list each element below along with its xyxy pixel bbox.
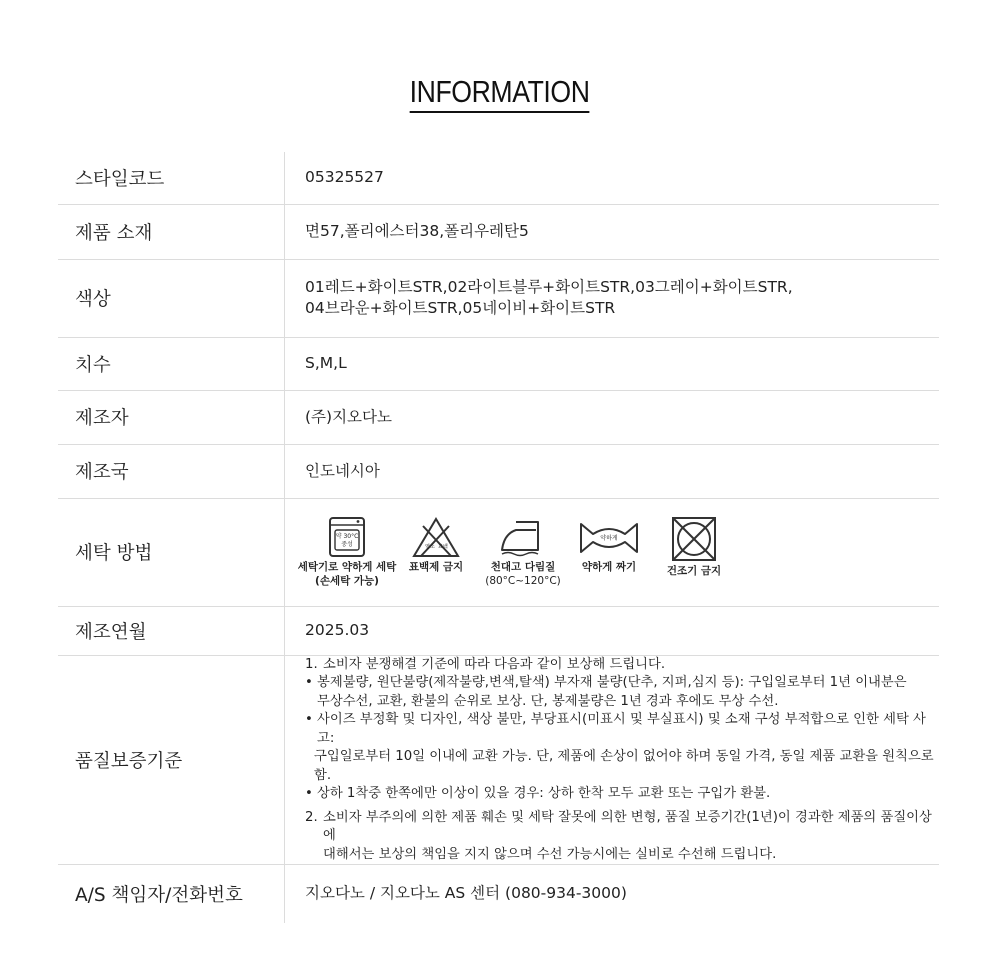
iron-icon	[498, 516, 548, 558]
wash-neutral-text: 중성	[341, 541, 353, 548]
quality-bullet-2-line-1: 사이즈 부정확 및 디자인, 색상 불만, 부당표시(미표시 및 부실표시) 및 소재 구성 부적합으로 인한 세탁 사고:	[317, 712, 926, 746]
quality-text	[305, 656, 939, 865]
bullet-symbol: •	[305, 712, 313, 727]
quality-item-1-num: 1.	[305, 656, 318, 672]
quality-item-2-line-1: 소비자 부주의에 의한 제품 훼손 및 세탁 잘못에 의한 변형, 품질 보증기간(1년)이 경과한 제품의 품질이상에	[323, 809, 932, 843]
quality-label: 품질보증기준	[58, 655, 285, 865]
quality-bullet-2-line-2: 구입일로부터 10일 이내에 교환 가능. 단, 제품에 손상이 없어야 하며 동일 가격, 동일 제품 교환을 원칙으로 함.	[314, 749, 934, 783]
quality-item-2-line-2: 대해서는 보상의 책임을 지지 않으며 수선 가능시에는 실비로 수선해 드립니다.	[323, 846, 777, 862]
table-row	[58, 606, 939, 655]
quality-bullet-1-line-2: 무상수선, 교환, 환불의 순위로 보상. 단, 봉제불량은 1년 경과 후에도 무상 수선.	[317, 693, 779, 709]
quality-bullet-3	[305, 785, 939, 804]
care-caption-dryer: 건조기 금지	[666, 565, 722, 577]
care-caption-bleach: 표백제 금지	[408, 561, 464, 573]
quality-item-2	[305, 809, 939, 865]
size-value: S,M,L	[285, 337, 940, 390]
information-title-wrap	[0, 74, 1000, 113]
table-row	[58, 498, 939, 606]
wash-temp-text: 약 30°C	[335, 533, 359, 540]
as-contact-label: A/S 책임자/전화번호	[58, 865, 285, 923]
quality-bullet-3-line-1: 상하 1착중 한쪽에만 이상이 있을 경우: 상하 한착 모두 교환 또는 구입가 환불.	[317, 786, 771, 801]
table-row	[58, 444, 939, 498]
care-item-wring	[569, 516, 649, 574]
care-item-iron	[477, 516, 569, 588]
table-row	[58, 204, 939, 259]
as-contact-value: 지오다노 / 지오다노 AS 센터 (080-934-3000)	[305, 884, 627, 903]
care-item-dryer	[649, 516, 739, 578]
quality-bullet-2	[305, 711, 939, 785]
care-caption-iron-1: 천대고 다림질	[490, 561, 556, 573]
bleach-text: 표백	[438, 544, 448, 550]
quality-value	[285, 655, 940, 865]
information-title: INFORMATION	[410, 74, 590, 113]
manufacturer-value: (주)지오다노	[285, 390, 940, 444]
country-label: 제조국	[58, 444, 285, 498]
table-row	[58, 865, 939, 923]
material-label: 제품 소재	[58, 204, 285, 259]
care-caption-wash-1: 세탁기로 약하게 세탁	[297, 561, 397, 573]
care-caption-iron-2: (80°C~120°C)	[485, 575, 561, 587]
color-value-line-2: 04브라운+화이트STR,05네이비+화이트STR	[305, 299, 616, 317]
color-value-line-1: 01레드+화이트STR,02라이트블루+화이트STR,03그레이+화이트STR,	[305, 278, 793, 296]
wring-gently-icon	[579, 516, 639, 558]
product-info-table	[58, 152, 939, 923]
size-label: 치수	[58, 337, 285, 390]
manufacture-date-value: 2025.03	[285, 606, 940, 655]
care-icons	[299, 516, 939, 588]
table-row	[58, 337, 939, 390]
table-row	[58, 655, 939, 865]
quality-bullet-1-line-1: 봉제불량, 원단불량(제작불량,변색,탈색) 부자재 불량(단추, 지퍼,심지 등): 구입일로부터 1년 이내분은	[317, 675, 907, 690]
no-bleach-icon	[411, 516, 461, 558]
quality-item-2-num: 2.	[305, 809, 318, 825]
style-code-label: 스타일코드	[58, 152, 285, 204]
style-code-value: 05325527	[285, 152, 940, 204]
table-row	[58, 390, 939, 444]
wring-gently-text: 약하게	[600, 535, 618, 542]
washing-machine-icon	[326, 516, 368, 558]
color-label: 색상	[58, 259, 285, 337]
quality-item-1-text: 소비자 분쟁해결 기준에 따라 다음과 같이 보상해 드립니다.	[323, 656, 666, 672]
quality-item-1	[305, 656, 939, 675]
care-label: 세탁 방법	[58, 498, 285, 606]
bleach-chlorine-text: 염소	[425, 544, 435, 550]
care-caption-wring: 약하게 짜기	[581, 561, 637, 573]
manufacture-date-label: 제조연월	[58, 606, 285, 655]
table-row	[58, 259, 939, 337]
manufacturer-label: 제조자	[58, 390, 285, 444]
country-value: 인도네시아	[285, 444, 940, 498]
care-item-wash	[299, 516, 395, 588]
care-caption-wash-2: (손세탁 가능)	[315, 575, 379, 587]
quality-bullet-1	[305, 674, 939, 711]
material-value: 면57,폴리에스터38,폴리우레탄5	[285, 204, 940, 259]
no-tumble-dry-icon	[670, 516, 718, 562]
color-value	[285, 259, 940, 337]
bullet-symbol: •	[305, 675, 313, 690]
bullet-symbol: •	[305, 786, 313, 801]
care-value	[285, 498, 940, 606]
table-row	[58, 152, 939, 204]
care-item-bleach	[395, 516, 477, 574]
